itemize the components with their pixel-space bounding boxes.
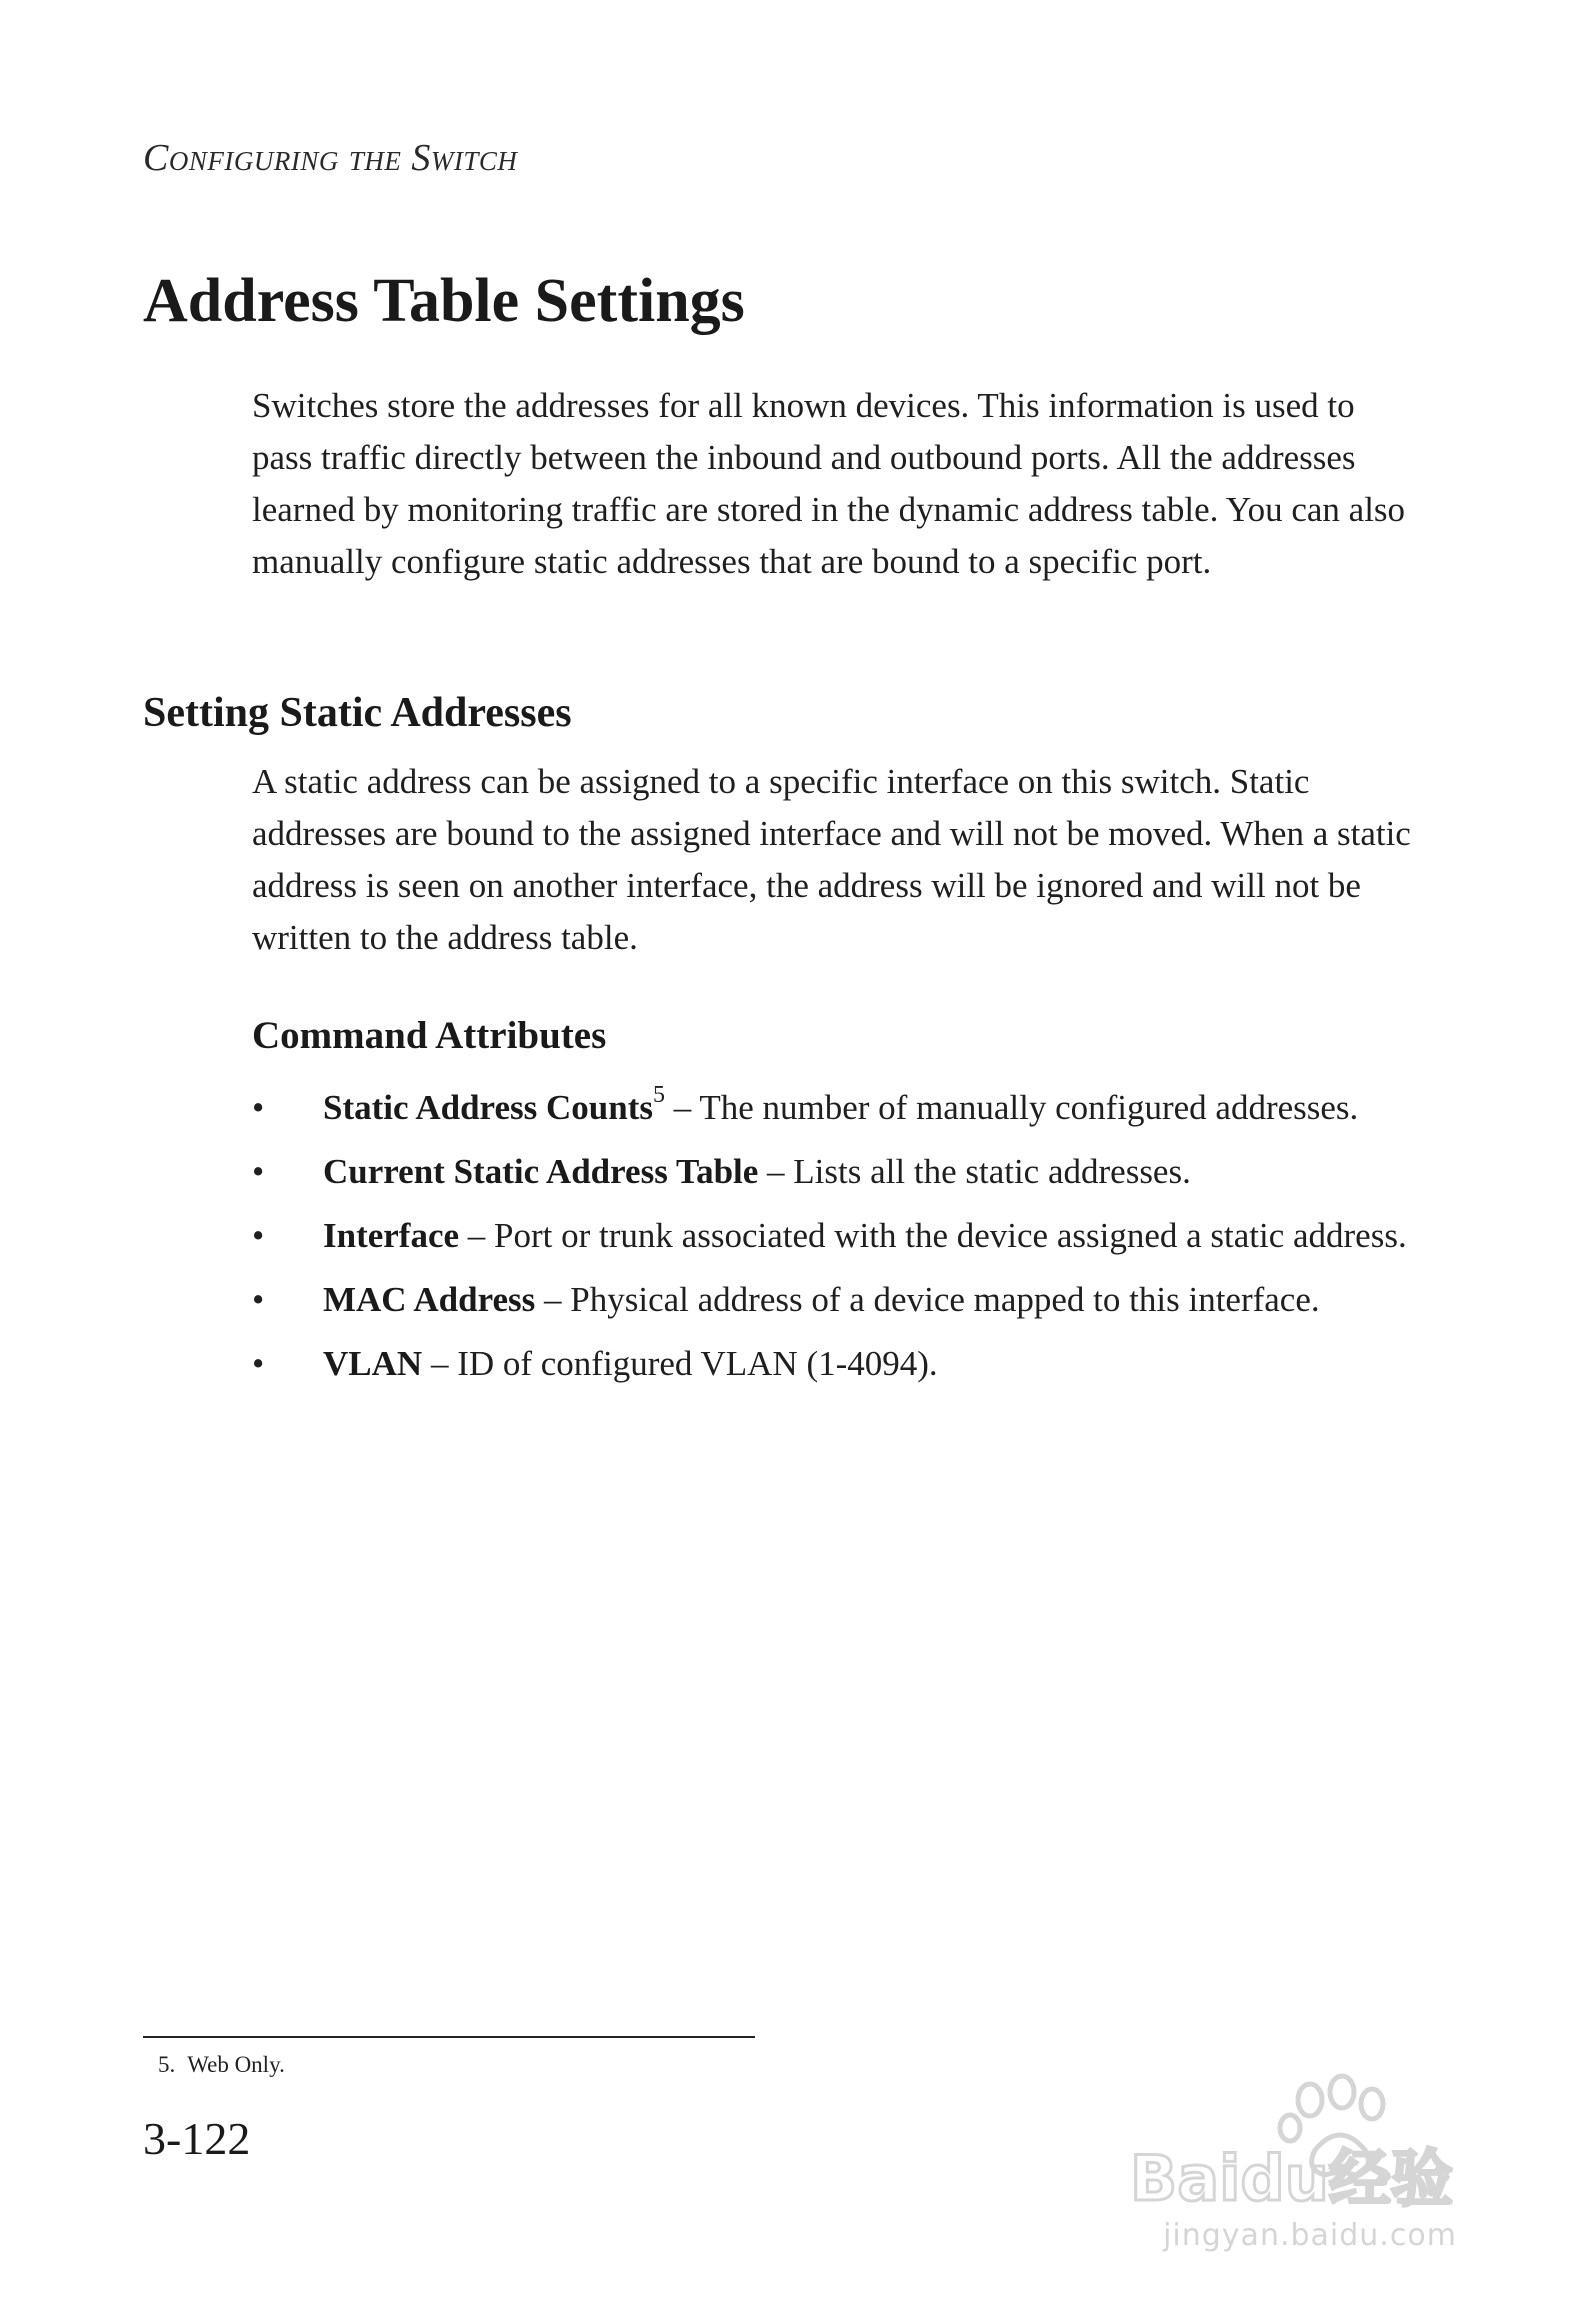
- subsection-title: Command Attributes: [252, 1014, 607, 1057]
- attribute-list: [252, 1082, 1432, 1402]
- footnote-ref: 5: [652, 1082, 665, 1109]
- attribute-desc: – Lists all the static addresses.: [758, 1152, 1191, 1191]
- attribute-term: MAC Address: [323, 1280, 536, 1319]
- footnote-number: 5.: [158, 2052, 176, 2077]
- attribute-desc: – The number of manually configured addresses.: [664, 1088, 1359, 1127]
- watermark-url: jingyan.baidu.com: [1163, 2218, 1457, 2253]
- attribute-item: [252, 1338, 1432, 1390]
- bullet-icon: •: [252, 1088, 265, 1127]
- page-number: 3-122: [143, 2113, 251, 2164]
- attribute-term: Interface: [323, 1216, 460, 1255]
- attribute-item: [252, 1274, 1432, 1326]
- footnote-text: Web Only.: [187, 2052, 285, 2077]
- page-title: Address Table Settings: [143, 267, 745, 335]
- intro-paragraph: Switches store the addresses for all known devices. This information is used to pass traffic directly between the inbound and outbound ports. All the addresses learned by monitoring traffic are stored in the dynamic address table. You can also manually configure static addresses that are bound to a specific port.: [252, 386, 1406, 581]
- section-paragraph: A static address can be assigned to a specific interface on this switch. Static addresses are bound to the assigned interface and will not be moved. When a static address is seen on another interface, the address will be ignored and will not be written to the address table.: [252, 762, 1411, 957]
- attribute-term: Static Address Counts: [323, 1088, 653, 1127]
- watermark: [1120, 2070, 1520, 2270]
- bullet-icon: •: [252, 1344, 265, 1383]
- footnote-divider: [143, 2036, 755, 2038]
- bullet-icon: •: [252, 1280, 265, 1319]
- attribute-desc: – Port or trunk associated with the device assigned a static address.: [459, 1216, 1407, 1255]
- watermark-brand: Baidu经验: [1130, 2142, 1453, 2215]
- section-title: Setting Static Addresses: [143, 690, 572, 736]
- footnote: [158, 2052, 285, 2078]
- attribute-term: VLAN: [323, 1344, 423, 1383]
- running-header: Configuring the Switch: [143, 137, 518, 179]
- attribute-term: Current Static Address Table: [323, 1152, 759, 1191]
- baidu-paw-logo-icon: [1120, 2070, 1520, 2220]
- attribute-desc: – ID of configured VLAN (1-4094).: [422, 1344, 938, 1383]
- bullet-icon: •: [252, 1216, 265, 1255]
- attribute-desc: – Physical address of a device mapped to this interface.: [535, 1280, 1320, 1319]
- attribute-item: [252, 1210, 1432, 1262]
- attribute-item: [252, 1082, 1432, 1134]
- bullet-icon: •: [252, 1152, 265, 1191]
- attribute-item: [252, 1146, 1432, 1198]
